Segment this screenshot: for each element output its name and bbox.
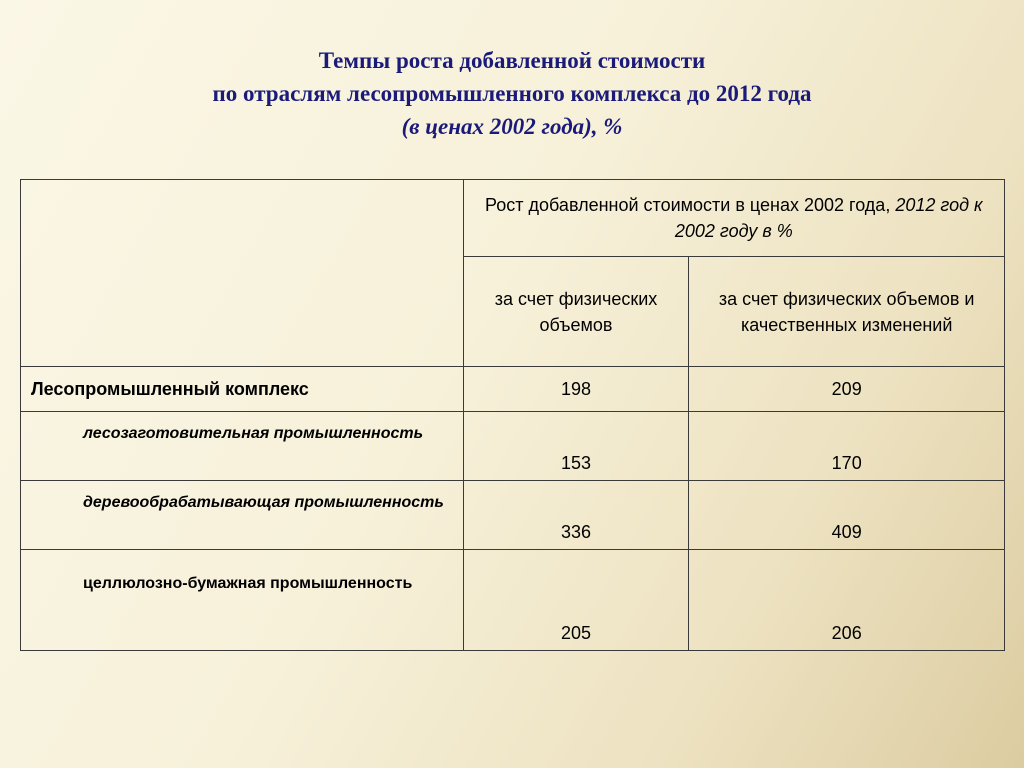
row-label: Лесопромышленный комплекс xyxy=(21,367,464,412)
header-col-physical: за счет физических объемов xyxy=(463,257,689,367)
table-header-row xyxy=(21,180,1005,257)
growth-table xyxy=(20,179,1005,651)
table-row xyxy=(21,367,1005,412)
row-label: лесозаготовительная промышленность xyxy=(21,412,464,481)
header-group-label: Рост добавленной стоимости в ценах 2002 года, xyxy=(485,195,891,215)
value-physical: 205 xyxy=(463,550,689,651)
header-group-cell xyxy=(463,180,1004,257)
value-physical-quality: 209 xyxy=(689,367,1005,412)
row-label: целлюлозно-бумажная промышленность xyxy=(21,550,464,651)
row-label: деревообрабатывающая промышленность xyxy=(21,481,464,550)
value-physical: 153 xyxy=(463,412,689,481)
table-row xyxy=(21,550,1005,651)
empty-corner-cell xyxy=(21,180,464,367)
title-line-3: (в ценах 2002 года), % xyxy=(401,114,623,139)
value-physical-quality: 206 xyxy=(689,550,1005,651)
header-col-physical-quality: за счет физических объемов и качественных изменений xyxy=(689,257,1005,367)
title-line-2: по отраслям лесопромышленного комплекса до 2012 года xyxy=(212,81,812,106)
table-row xyxy=(21,412,1005,481)
title-line-1: Темпы роста добавленной стоимости xyxy=(318,48,706,73)
table-row xyxy=(21,481,1005,550)
slide-title xyxy=(0,44,1024,143)
value-physical: 336 xyxy=(463,481,689,550)
value-physical-quality: 170 xyxy=(689,412,1005,481)
header-group-label-italic: 2012 год к 2002 году в % xyxy=(674,195,983,241)
value-physical: 198 xyxy=(463,367,689,412)
value-physical-quality: 409 xyxy=(689,481,1005,550)
